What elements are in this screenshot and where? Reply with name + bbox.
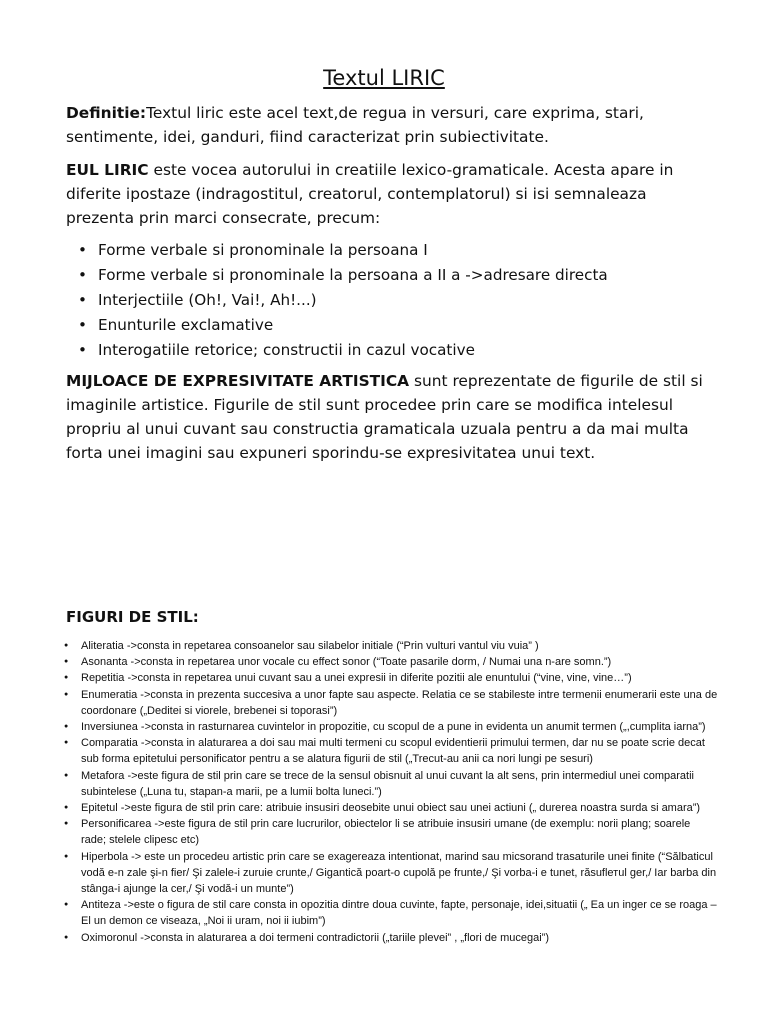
list-item: • Forme verbale si pronominale la persoana a II a ->adresare directa — [78, 263, 708, 288]
eul-liric-label: EUL LIRIC — [66, 161, 149, 179]
mijloace-text: sunt reprezentate de figurile de stil si imaginile artistice. Figurile de stil sunt procedee prin care se modifica intelesul propriu al unui cuvant sau constructia gramaticala uzuala pentru a da mai multa forta unei imagini sau expuneri sporindu-se expresivitatea unui text. — [66, 372, 703, 462]
list-item: ● Comparatia ->consta in alaturarea a doi sau mai multi termeni cu scopul evidentierii primului termen, dar nu se poate scrie decat sub forma epitetului personificator pentru a se alatura figurii de stil („Trecut-au anii ca nori lungi pe sesuri) — [63, 735, 718, 767]
list-item: • Interjectiile (Oh!, Vai!, Ah!...) — [78, 288, 708, 313]
mijloace-paragraph — [66, 369, 716, 465]
list-item: ● Hiperbola -> este un procedeu artistic prin care se exagereaza intentionat, marind sau micsorand trasaturile unei finite (“Sălbaticul vodă e-n zale şi-n fier/ Şi zalele-i zuruie crunte,/ Gigantică poart-o cupolă pe frunte,/ Şi vorba-i e tunet, răsuflетul ger,/ Iar barba din stânga-i ajunge la cer,/ Şi vodă-i un munte”) — [63, 849, 718, 898]
eul-liric-paragraph — [66, 158, 716, 230]
figuri-heading: FIGURI DE STIL: — [66, 608, 199, 626]
page-title: Textul LIRIC — [323, 66, 445, 90]
eul-liric-text: este vocea autorului in creatiile lexico-gramaticale. Acesta apare in diferite ipostaze (indragostitul, creatorul, contemplatorul) si isi semnaleaza prezenta prin marci consecrate, precum: — [66, 161, 674, 227]
definition-text: Textul liric este acel text,de regua in versuri, care exprima, stari, sentimente, idei, ganduri, fiind caracterizat prin subiectivitate. — [66, 104, 644, 146]
marci-list — [78, 238, 708, 363]
list-item: ● Epitetul ->este figura de stil prin care: atribuie insusiri deosebite unui obiect sau unei actiuni („ durerea noastra surda si amara”) — [63, 800, 718, 816]
list-item: ● Personificarea ->este figura de stil prin care lucrurilor, obiectelor li se atribuie insusiri umane (de exemplu: norii plang; soarele rade; stelele clipesc etc) — [63, 816, 718, 848]
list-item: ● Enumeratia ->consta in prezenta succesiva a unor fapte sau aspecte. Relatia ce se stabileste intre termenii enumerarii este una de coordonare („Deditei si viorele, brebenei si toporasi”) — [63, 687, 718, 719]
figuri-list — [63, 638, 718, 946]
list-item: • Interogatiile retorice; constructii in cazul vocative — [78, 338, 708, 363]
definition-label: Definitie: — [66, 104, 147, 122]
mijloace-label: MIJLOACE DE EXPRESIVITATE ARTISTICA — [66, 372, 410, 390]
list-item: ● Aliteratia ->consta in repetarea consoanelor sau silabelor initiale (“Prin vulturi vantul viu vuia” ) — [63, 638, 718, 654]
list-item: ● Asonanta ->consta in repetarea unor vocale cu effect sonor (“Toate pasarile dorm, / Numai una n-are somn.”) — [63, 654, 718, 670]
list-item: ● Inversiunea ->consta in rasturnarea cuvintelor in propozitie, cu scopul de a pune in evidenta un anumit termen („,cumplita iarna”) — [63, 719, 718, 735]
list-item: • Forme verbale si pronominale la persoana I — [78, 238, 708, 263]
list-item: ● Metafora ->este figura de stil prin care se trece de la sensul obisnuit al unui cuvant la alt sens, prin intermediul unei comparatii subintelese („Luna tu, stapan-a marii, pe a lumii bolta luneci.”) — [63, 768, 718, 800]
list-item: ● Antiteza ->este o figura de stil care consta in opozitia dintre doua cuvinte, fapte, personaje, idei,situatii („ Ea un inger ce se roaga – El un demon ce viseaza, „Noi ii uram, noi ii iubim”) — [63, 897, 718, 929]
list-item: • Enunturile exclamative — [78, 313, 708, 338]
definition-paragraph — [66, 101, 716, 149]
list-item: ● Oximoronul ->consta in alaturarea a doi termeni contradictorii („tariile plevei” , „flori de mucegai”) — [63, 930, 718, 946]
list-item: ● Repetitia ->consta in repetarea unui cuvant sau a unei expresii in diferite pozitii ale enuntului (“vine, vine, vine…”) — [63, 670, 718, 686]
